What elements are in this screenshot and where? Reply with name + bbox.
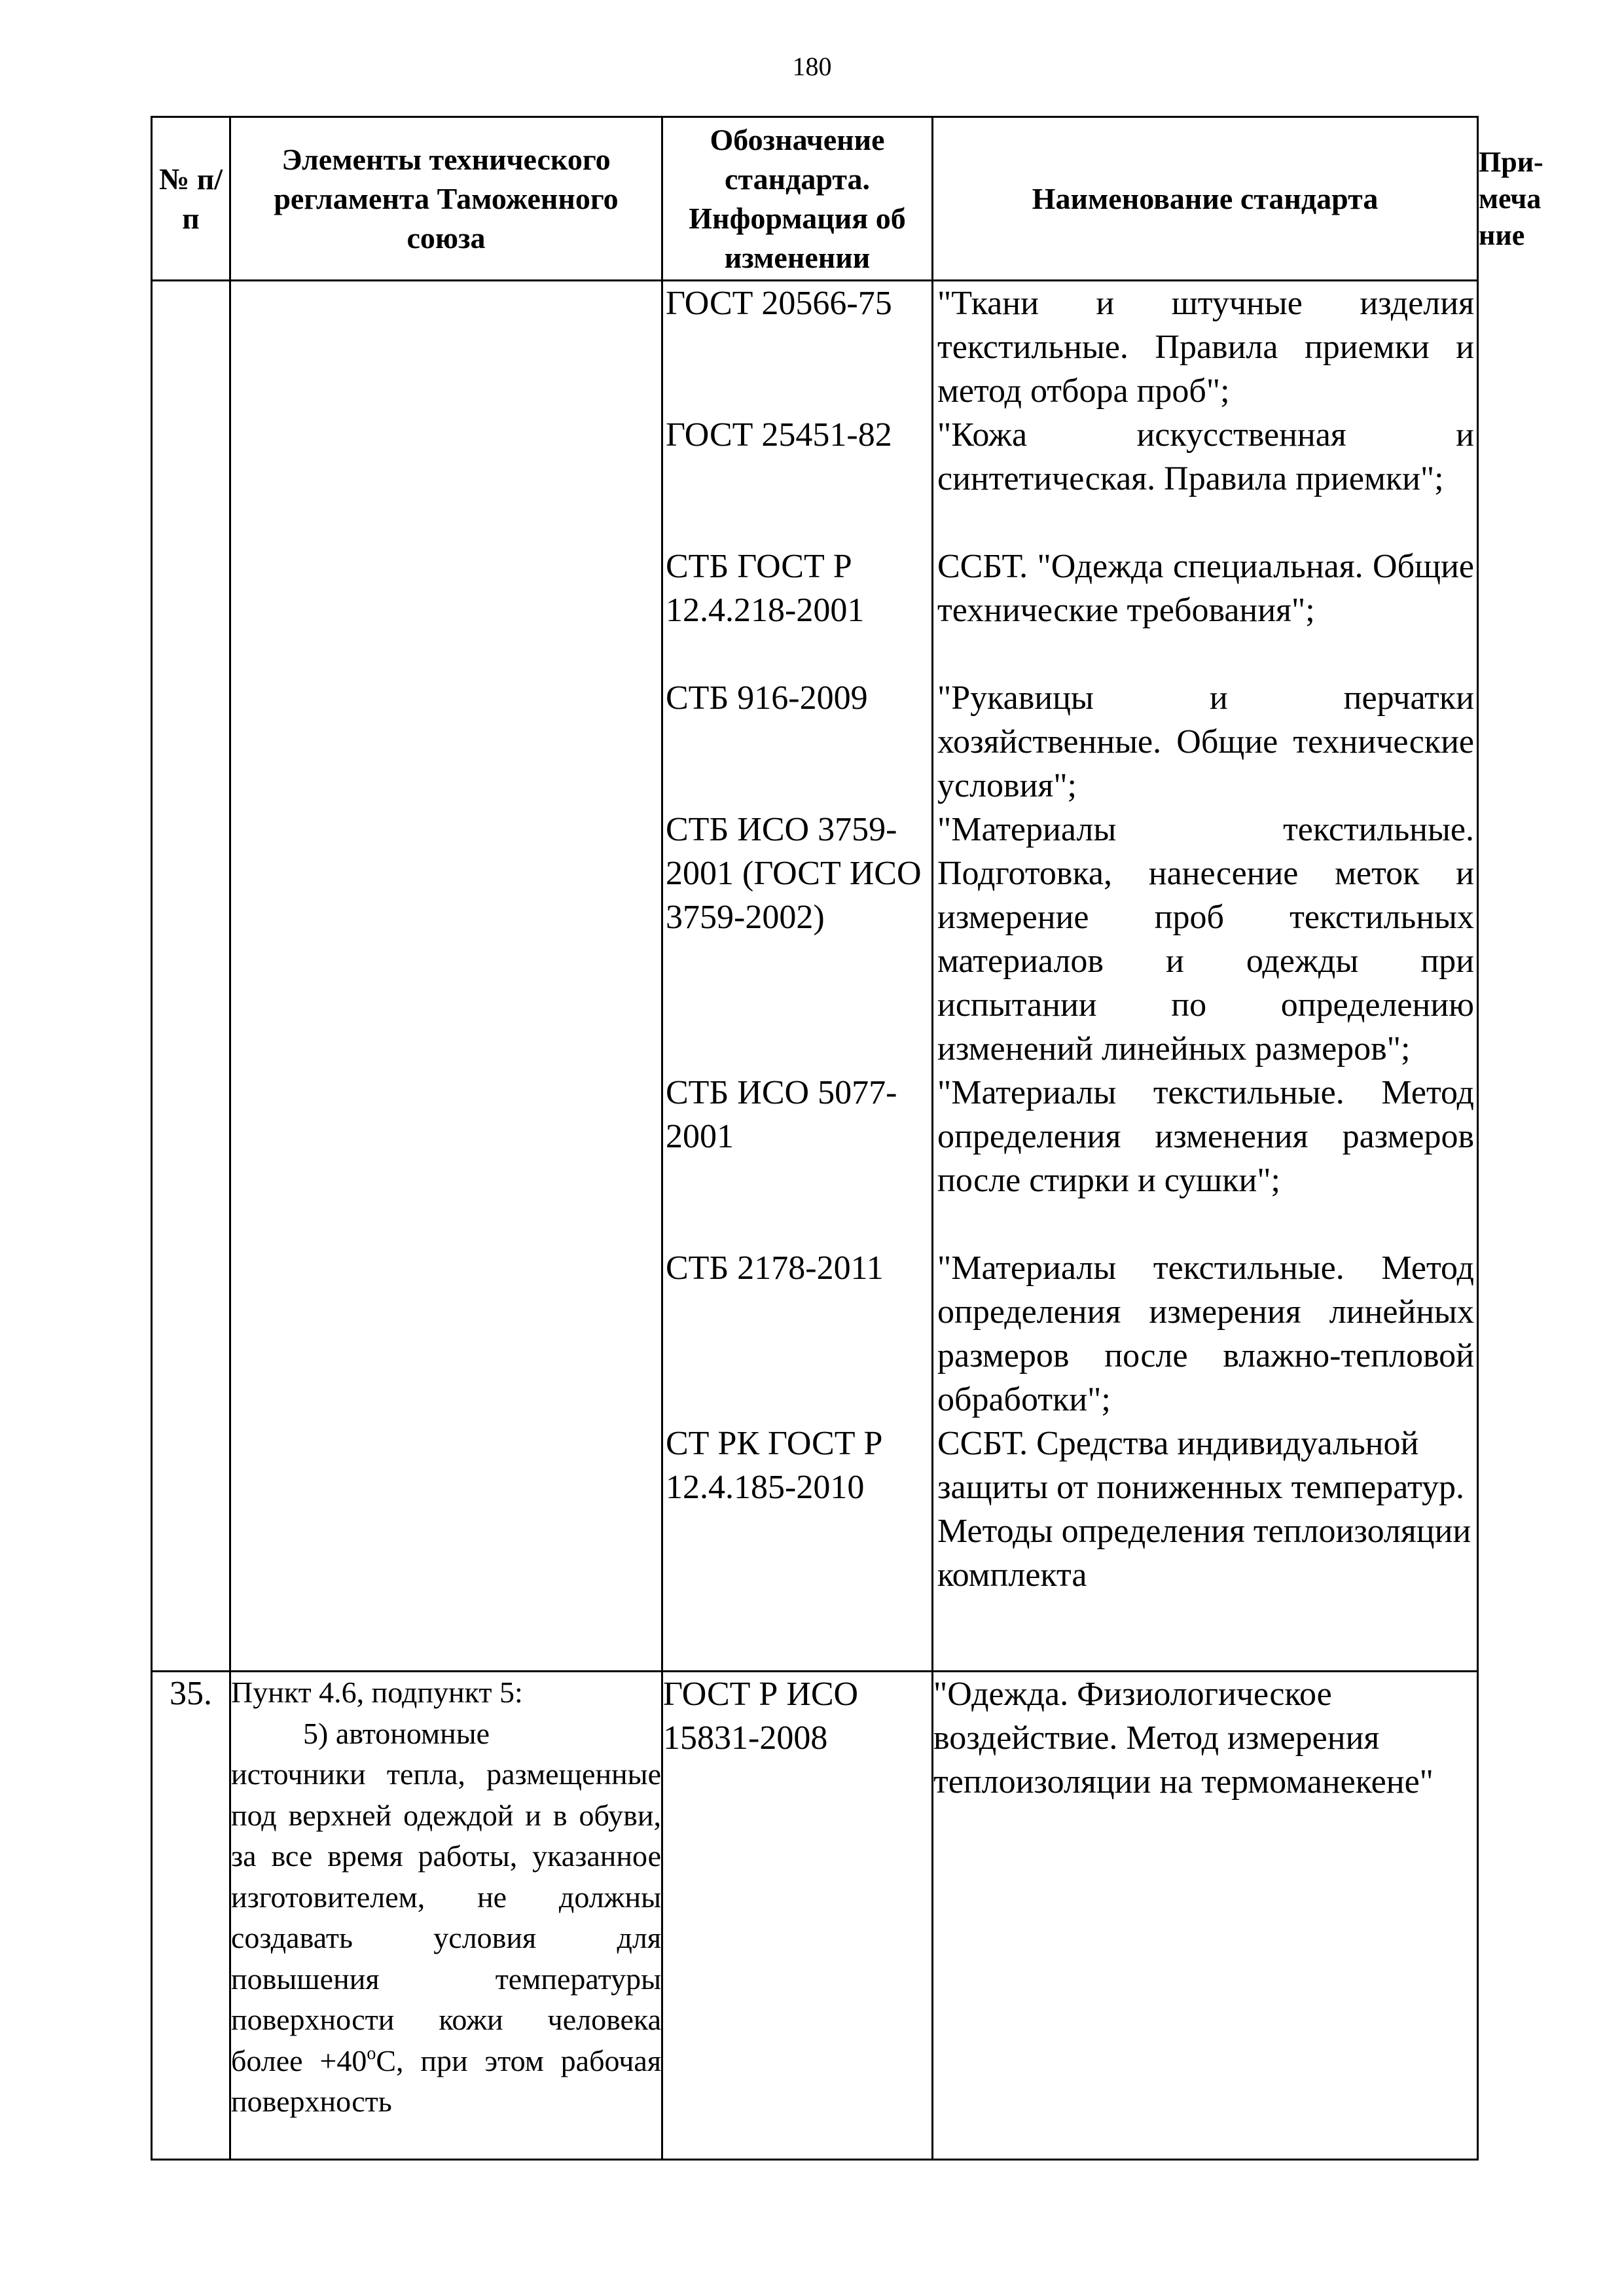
standard-name: "Кожа искусственная и синтетическая. Правила приемки";	[937, 416, 1474, 497]
continuation-row	[152, 281, 1478, 1672]
standard-code: СТ РК ГОСТ Р 12.4.185-2010	[666, 1425, 883, 1506]
header-elements: Элементы технического регламента Таможенного союза	[230, 117, 662, 281]
standard-code: СТБ 2178-2011	[666, 1249, 884, 1287]
standard-name: ССБТ. "Одежда специальная. Общие технические требования";	[937, 548, 1474, 629]
continuation-num-cell	[152, 281, 230, 1672]
table-header-row: № п/п Элементы технического регламента Таможенного союза Обозначение стандарта. Информация об изменении Наименование стандарта При-меча ние	[152, 117, 1478, 281]
continuation-elements-cell	[230, 281, 662, 1672]
continuation-names-cell	[933, 281, 1478, 1672]
standard-name: "Материалы текстильные. Метод определения измерения линейных размеров после влажно-тепловой обработки";	[937, 1249, 1474, 1418]
requirement-item: 5) автономные	[303, 1716, 490, 1750]
page-number: 180	[792, 52, 832, 81]
requirement-cell	[230, 1672, 662, 2160]
standard-name: "Ткани и штучные изделия текстильные. Правила приемки и метод отбора проб";	[937, 285, 1474, 410]
row-number: 35.	[152, 1672, 230, 2160]
standard-name: "Одежда. Физиологическое воздействие. Метод измерения теплоизоляции на термоманекене"	[933, 1672, 1478, 2160]
requirement-text-after: С, при этом рабочая поверхность	[231, 2043, 661, 2118]
table-row-35	[152, 1672, 1478, 2160]
continuation-codes-cell	[662, 281, 933, 1672]
standard-code: СТБ ГОСТ Р 12.4.218-2001	[666, 548, 865, 629]
degree-sup: о	[367, 2043, 376, 2064]
standard-code: СТБ 916-2009	[666, 679, 868, 717]
header-name: Наименование стандарта	[933, 117, 1478, 281]
standard-code: ГОСТ 25451-82	[666, 416, 892, 454]
standards-table	[151, 116, 1543, 2161]
header-designation: Обозначение стандарта. Информация об изменении	[662, 117, 933, 281]
standard-code: СТБ ИСО 3759-2001 (ГОСТ ИСО 3759-2002)	[666, 811, 922, 936]
standard-code: ГОСТ 20566-75	[666, 285, 892, 322]
requirement-text-before: источники тепла, размещенные под верхней одеждой и в обуви, за все время работы, указанное изготовителем, не должны создавать условия для повышения температуры поверхности кожи человека более +40	[231, 1757, 661, 2077]
standard-name: "Материалы текстильные. Подготовка, нанесение меток и измерение проб текстильных материалов и одежды при испытании по определению изменений линейных размеров";	[937, 811, 1474, 1067]
standard-code: СТБ ИСО 5077-2001	[666, 1074, 897, 1155]
header-num: № п/п	[152, 117, 230, 281]
requirement-title: Пункт 4.6, подпункт 5:	[231, 1676, 523, 1709]
standard-name: "Материалы текстильные. Метод определения изменения размеров после стирки и сушки";	[937, 1074, 1474, 1199]
standard-name: ССБТ. Средства индивидуальной защиты от пониженных температур. Методы определения теплоизоляции комплекта	[937, 1425, 1471, 1594]
standard-name: "Рукавицы и перчатки хозяйственные. Общие технические условия";	[937, 679, 1474, 804]
standard-code: ГОСТ Р ИСО 15831-2008	[662, 1672, 933, 2160]
